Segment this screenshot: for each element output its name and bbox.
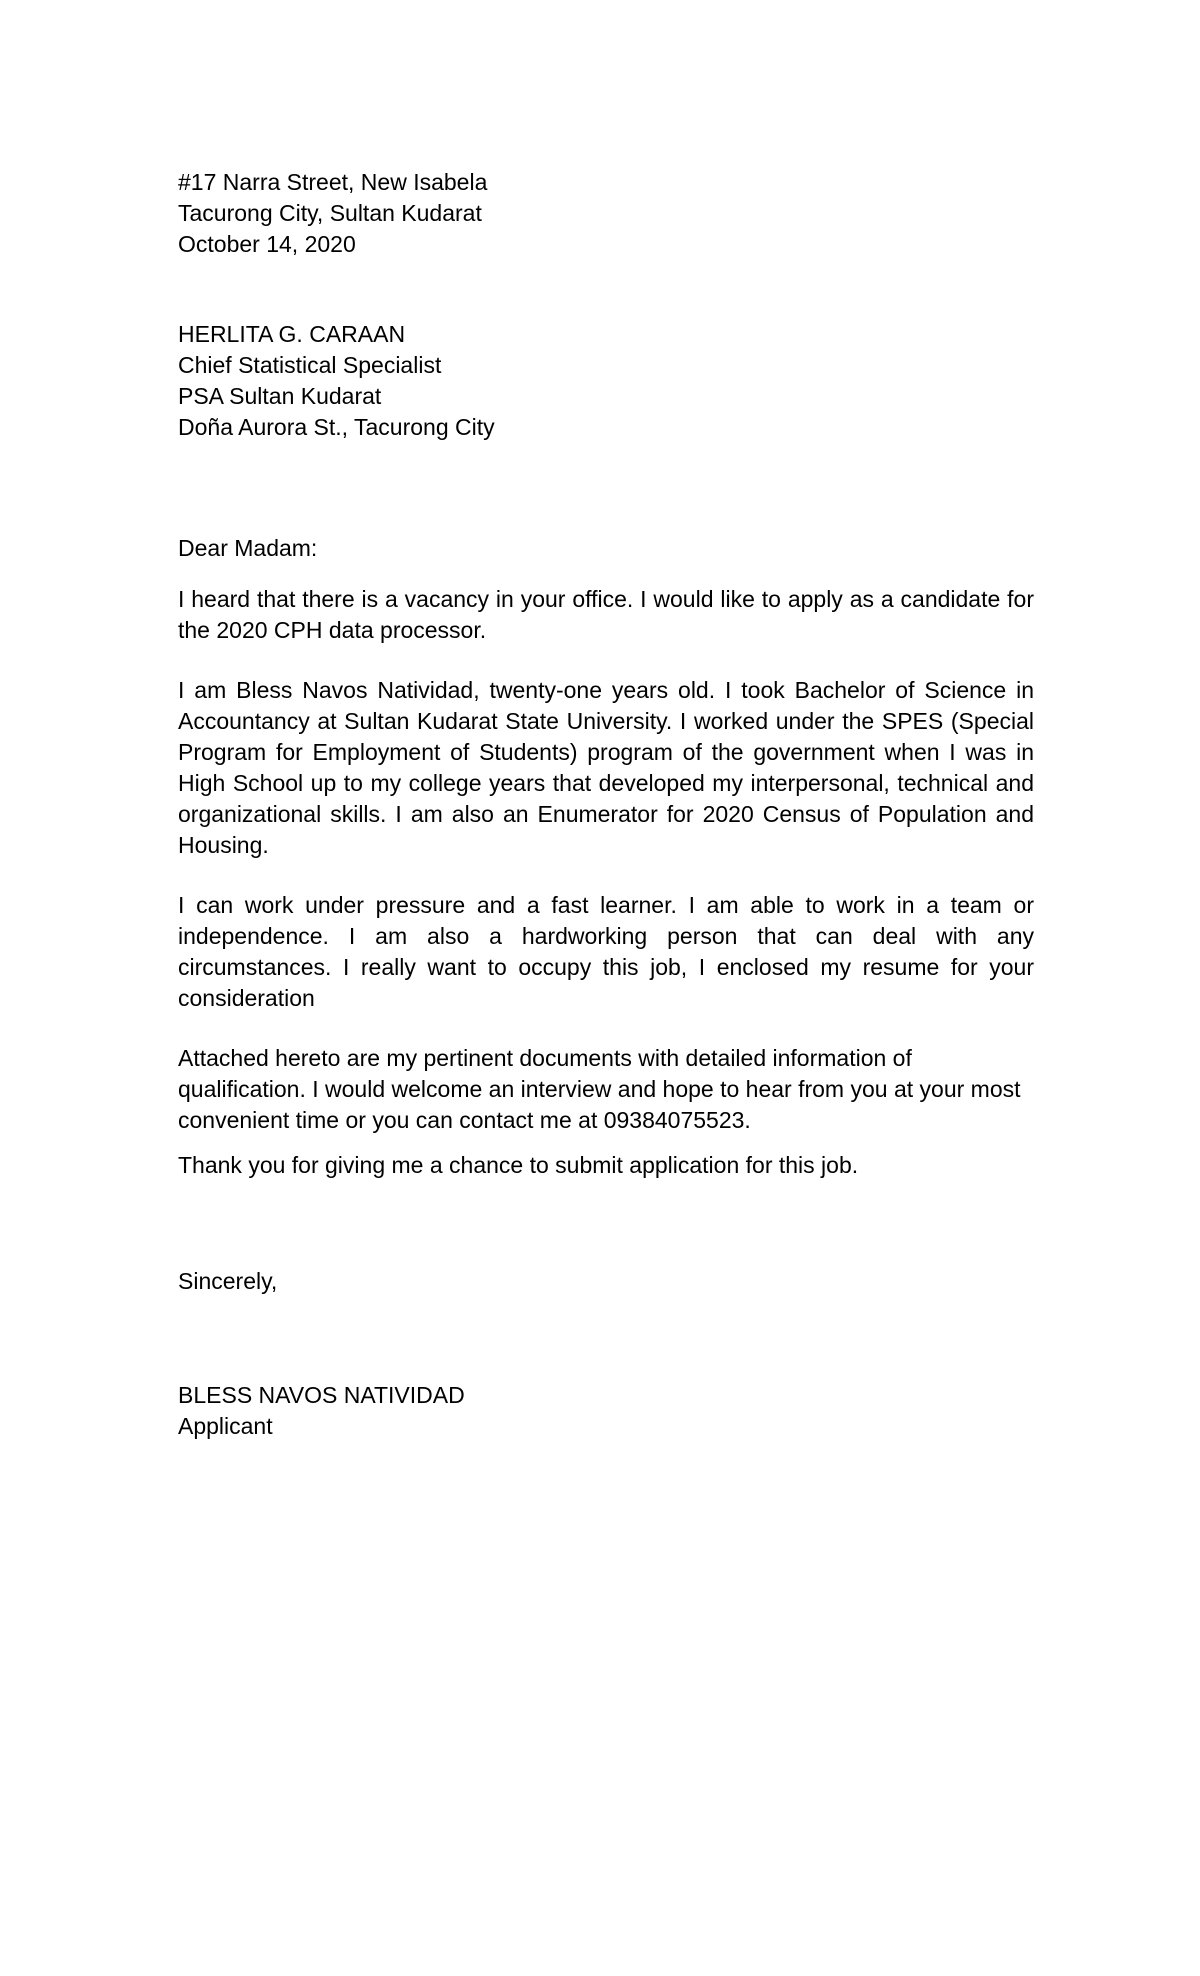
recipient-address: Doña Aurora St., Tacurong City (178, 414, 495, 440)
body-paragraph-2: I am Bless Navos Natividad, twenty-one years old. I took Bachelor of Science in Accountancy at Sultan Kudarat State University. I worked under the SPES (Special Program for Employment of Students) program of the government when I was in High School up to my college years that developed my interpersonal, technical and organizational skills. I am also an Enumerator for 2020 Census of Population and Housing. (178, 677, 1034, 858)
salutation: Dear Madam: (178, 535, 318, 561)
body-paragraph-5: Thank you for giving me a chance to submit application for this job. (178, 1152, 859, 1178)
sender-address-line2: Tacurong City, Sultan Kudarat (178, 200, 482, 226)
body-paragraph-3: I can work under pressure and a fast learner. I am able to work in a team or independence. I am also a hardworking person that can deal with any circumstances. I really want to occupy this job, I enclosed my resume for your consideration (178, 892, 1034, 1011)
body-paragraph-1: I heard that there is a vacancy in your office. I would like to apply as a candidate for the 2020 CPH data processor. (178, 586, 1034, 643)
sender-block (178, 167, 1034, 260)
recipient-office: PSA Sultan Kudarat (178, 383, 382, 409)
recipient-block (178, 319, 1034, 443)
signature-block (178, 1380, 1034, 1442)
signature-role: Applicant (178, 1413, 273, 1439)
body-paragraph-4: Attached hereto are my pertinent documents with detailed information of qualification. I would welcome an interview and hope to hear from you at your most convenient time or you can contact me at 09384075523. (178, 1045, 1021, 1133)
letter-date: October 14, 2020 (178, 231, 356, 257)
sender-address-line1: #17 Narra Street, New Isabela (178, 169, 488, 195)
signature-name: BLESS NAVOS NATIVIDAD (178, 1382, 465, 1408)
letter-content (178, 167, 1034, 1442)
closing: Sincerely, (178, 1268, 278, 1294)
recipient-title: Chief Statistical Specialist (178, 352, 442, 378)
recipient-name: HERLITA G. CARAAN (178, 321, 406, 347)
